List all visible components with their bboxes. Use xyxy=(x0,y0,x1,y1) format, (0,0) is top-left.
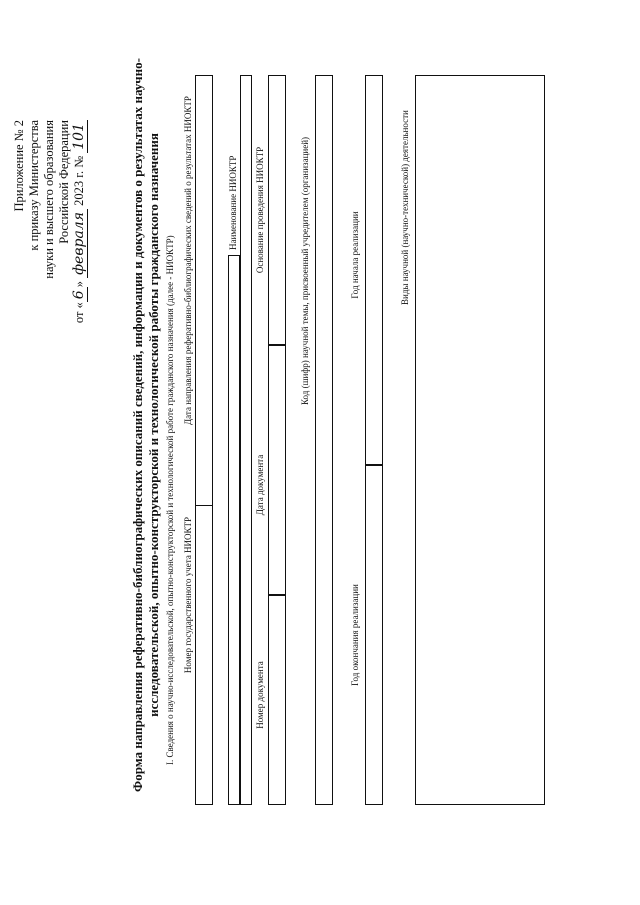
name-field-extra[interactable] xyxy=(240,75,252,805)
doc-date-label: Дата документа xyxy=(255,454,265,516)
appendix-line: к приказу Министерства xyxy=(27,120,41,251)
form-title: Форма направления реферативно-библиографических описаний сведений, информации и документов о результатах научно-исследовательской, опытно-конструкторской и технологической работы гражданского назначения xyxy=(130,58,161,792)
handwritten-number: 101 xyxy=(72,120,88,153)
code-field[interactable] xyxy=(315,75,333,805)
doc-date-field[interactable] xyxy=(268,345,286,595)
doc-number-field[interactable] xyxy=(268,595,286,805)
reg-number-label: Номер государственного учета НИОКТР xyxy=(183,516,193,674)
activity-label: Виды научной (научно-технической) деятельности xyxy=(400,110,410,305)
name-label: Наименование НИОКТР xyxy=(228,155,238,250)
appendix-line: Приложение № 2 xyxy=(12,120,26,212)
code-label: Код (шифр) научной темы, присвоенный учредителем (организацией) xyxy=(300,136,310,405)
basis-label: Основание проведения НИОКТР xyxy=(255,146,265,274)
end-year-label: Год окончания реализации xyxy=(350,584,360,686)
activity-field[interactable] xyxy=(415,75,545,805)
send-date-label: Дата направления реферативно-библиографических сведений о результатах НИОКТР xyxy=(183,96,193,425)
name-field[interactable] xyxy=(228,255,240,805)
appendix-block xyxy=(12,120,88,360)
end-year-field[interactable] xyxy=(365,465,383,805)
basis-field[interactable] xyxy=(268,75,286,345)
appendix-line: Российской Федерации xyxy=(57,120,71,244)
send-date-field[interactable] xyxy=(195,75,213,506)
appendix-date: от «6» февраля 2023 г. № 101 xyxy=(72,120,88,360)
section-heading: I. Сведения о научно-исследовательской, опытно-конструкторской и технологической работе гражданского назначения (далее - НИОКТР) xyxy=(165,235,175,765)
handwritten-month: февраля xyxy=(72,209,88,278)
doc-number-label: Номер документа xyxy=(255,661,265,729)
handwritten-day: 6 xyxy=(72,287,88,302)
start-year-label: Год начала реализации xyxy=(350,211,360,299)
appendix-line: науки и высшего образования xyxy=(42,120,56,279)
start-year-field[interactable] xyxy=(365,75,383,465)
reg-number-field[interactable] xyxy=(195,505,213,805)
